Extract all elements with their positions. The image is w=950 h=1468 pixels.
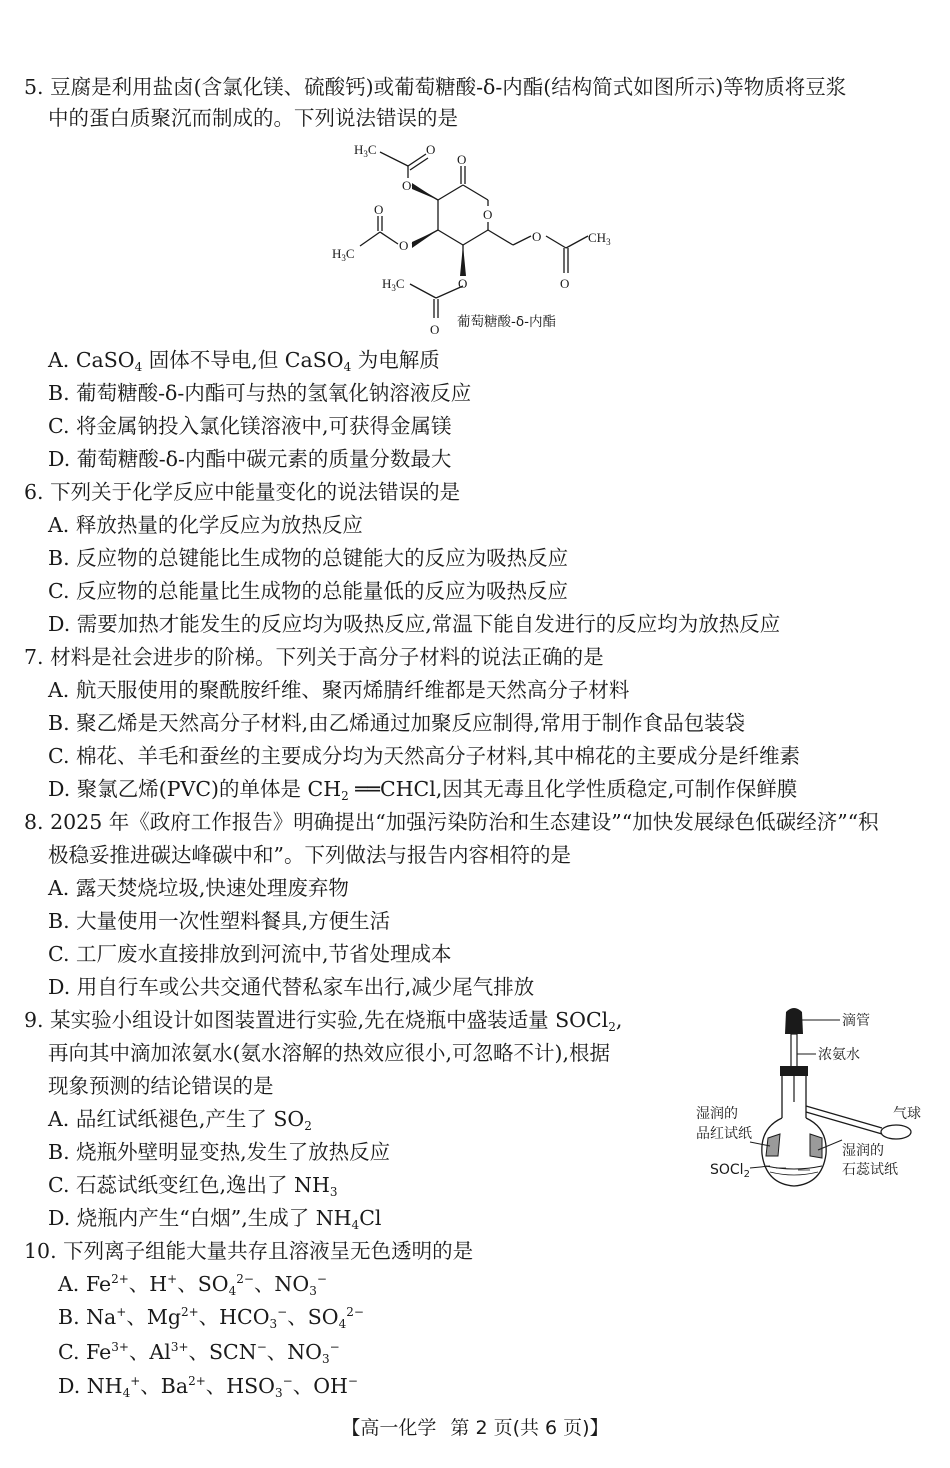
q6-stem: 6. 下列关于化学反应中能量变化的说法错误的是 (24, 480, 461, 504)
label-ammonia: 浓氨水 (818, 1047, 860, 1063)
q6-option-c[interactable]: C. 反应物的总能量比生成物的总能量低的反应为吸热反应 (48, 579, 568, 603)
molecule-diagram (320, 130, 640, 342)
litmus-paper (810, 1134, 822, 1158)
methyl-bottom: $H_3C$ (382, 276, 405, 293)
balloon-shape (881, 1125, 911, 1139)
acyl-oxygen-bottom: O (430, 322, 440, 337)
q8-option-a[interactable]: A. 露天焚烧垃圾,快速处理废弃物 (48, 876, 349, 900)
page-footer (0, 1414, 950, 1442)
label-pink-paper: 品红试纸 (696, 1126, 752, 1142)
experiment-apparatus (690, 1006, 930, 1196)
q7-stem: 7. 材料是社会进步的阶梯。下列关于高分子材料的说法正确的是 (24, 645, 604, 669)
q9-option-c[interactable]: C. 石蕊试纸变红色,逸出了 $NH_3$ (48, 1173, 338, 1199)
q7-option-c[interactable]: C. 棉花、羊毛和蚕丝的主要成分均为天然高分子材料,其中棉花的主要成分是纤维素 (48, 744, 801, 768)
q5-stem-line1: 5. 豆腐是利用盐卤(含氯化镁、硫酸钙)或葡萄糖酸-δ-内酯(结构简式如图所示)等物质将豆浆 (24, 75, 847, 99)
q7-option-d[interactable]: D. 聚氯乙烯(PVC)的单体是 $CH_2$ ══CHCl,因其无毒且化学性质稳定,可制作保鲜膜 (48, 777, 798, 803)
q10-option-b[interactable]: B. Na+、$Mg^{2+}$、$HCO_3^-$、$SO_4^{2-}$ (58, 1305, 364, 1331)
q9-stem-line2: 再向其中滴加浓氨水(氨水溶解的热效应很小,可忽略不计),根据 (48, 1041, 611, 1065)
ester-oxygen-bottom: O (458, 276, 468, 291)
ester-oxygen-left: O (399, 238, 409, 253)
q6-option-b[interactable]: B. 反应物的总键能比生成物的总键能大的反应为吸热反应 (48, 546, 569, 570)
q8-stem-line1: 8. 2025 年《政府工作报告》明确提出“加强污染防治和生态建设”“加快发展绿色低碳经济”“积 (24, 810, 879, 834)
q10-option-c[interactable]: C. $Fe^{3+}$、$Al^{3+}$、SCN−、$NO_3^-$ (58, 1340, 340, 1366)
q9-option-a[interactable]: A. 品红试纸褪色,产生了 $SO_2$ (48, 1107, 312, 1133)
q10-stem: 10. 下列离子组能大量共存且溶液呈无色透明的是 (24, 1239, 474, 1263)
apparatus-diagram (690, 1006, 930, 1196)
q9-stem-line1: 9. 某实验小组设计如图装置进行实验,先在烧瓶中盛装适量 SOCl$_2$, (24, 1008, 623, 1034)
acyl-oxygen-left: O (374, 202, 384, 217)
q5-stem-line2: 中的蛋白质聚沉而制成的。下列说法错误的是 (48, 106, 458, 130)
q5-option-c[interactable]: C. 将金属钠投入氯化镁溶液中,可获得金属镁 (48, 414, 452, 438)
q8-option-d[interactable]: D. 用自行车或公共交通代替私家车出行,减少尾气排放 (48, 975, 535, 999)
q8-option-b[interactable]: B. 大量使用一次性塑料餐具,方便生活 (48, 909, 391, 933)
q6-option-a[interactable]: A. 释放热量的化学反应为放热反应 (48, 513, 363, 537)
ring-oxygen: O (483, 207, 493, 222)
q9-stem-line3: 现象预测的结论错误的是 (48, 1074, 274, 1098)
methyl-top: $H_3C$ (354, 142, 377, 159)
q7-option-a[interactable]: A. 航天服使用的聚酰胺纤维、聚丙烯腈纤维都是天然高分子材料 (48, 678, 630, 702)
q5-option-d[interactable]: D. 葡萄糖酸-δ-内酯中碳元素的质量分数最大 (48, 447, 452, 471)
methyl-left: $H_3C$ (332, 246, 355, 263)
footer-page-number: 第 2 页(共 6 页)】 (450, 1417, 609, 1439)
stopper (780, 1066, 808, 1076)
acyl-oxygen-top: O (426, 142, 436, 157)
acyl-oxygen-right: O (560, 276, 570, 291)
ester-oxygen-top: O (402, 178, 412, 193)
q8-option-c[interactable]: C. 工厂废水直接排放到河流中,节省处理成本 (48, 942, 452, 966)
label-wet-1: 湿润的 (696, 1106, 738, 1122)
molecule-caption: 葡萄糖酸-δ-内酯 (457, 314, 557, 330)
gluconolactone-structure (320, 130, 640, 342)
q6-option-d[interactable]: D. 需要加热才能发生的反应均为吸热反应,常温下能自发进行的反应均为放热反应 (48, 612, 781, 636)
q10-option-d[interactable]: D. $NH_4^+$、$Ba^{2+}$、$HSO_3^-$、OH− (58, 1374, 358, 1400)
q8-stem-line2: 极稳妥推进碳达峰碳中和”。下列做法与报告内容相符的是 (48, 843, 571, 867)
label-socl2: SOCl$_2$ (710, 1162, 750, 1180)
dropper-bulb (785, 1008, 803, 1034)
q10-option-a[interactable]: A. $Fe^{2+}$、H+、$SO_4^{2-}$、$NO_3^-$ (58, 1272, 327, 1298)
q5-option-b[interactable]: B. 葡萄糖酸-δ-内酯可与热的氢氧化钠溶液反应 (48, 381, 472, 405)
label-dropper: 滴管 (842, 1013, 870, 1029)
ester-oxygen-right: O (532, 229, 542, 244)
label-balloon: 气球 (893, 1106, 921, 1122)
q7-option-b[interactable]: B. 聚乙烯是天然高分子材料,由乙烯通过加聚反应制得,常用于制作食品包装袋 (48, 711, 746, 735)
ring-carbonyl-oxygen: O (457, 152, 467, 167)
methyl-right: $CH_3$ (588, 230, 611, 247)
q9-option-b[interactable]: B. 烧瓶外壁明显变热,发生了放热反应 (48, 1140, 391, 1164)
footer-subject: 【高一化学 (341, 1417, 437, 1439)
q5-option-a[interactable]: A. CaSO$_4$ 固体不导电,但 CaSO$_4$ 为电解质 (48, 348, 440, 374)
q9-option-d[interactable]: D. 烧瓶内产生“白烟”,生成了 $NH_4Cl$ (48, 1206, 382, 1232)
label-wet-2: 湿润的 (842, 1143, 884, 1159)
label-litmus-paper: 石蕊试纸 (842, 1162, 898, 1178)
